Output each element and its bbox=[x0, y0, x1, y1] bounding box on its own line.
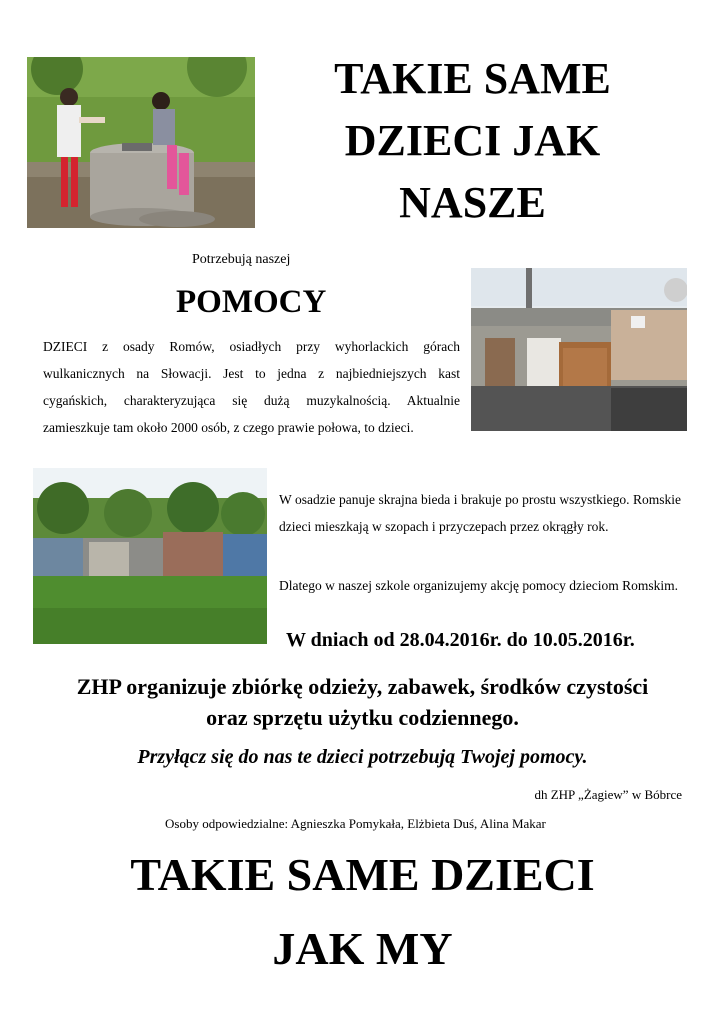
main-title-line-3: NASZE bbox=[399, 178, 546, 227]
responsible-persons: Osoby odpowiedzialne: Agnieszka Pomykała, Elżbieta Duś, Alina Makar bbox=[165, 816, 546, 831]
bottom-title-line-1: TAKIE SAME DZIECI bbox=[130, 849, 595, 900]
collection-line-1: ZHP organizuje zbiórkę odzieży, zabawek, środków czystości bbox=[76, 674, 649, 699]
join-appeal: Przyłącz się do nas te dzieci potrzebują Twojej pomocy. bbox=[137, 746, 588, 768]
dates-line: W dniach od 28.04.2016r. do 10.05.2016r. bbox=[286, 629, 635, 651]
main-title-line-1: TAKIE SAME bbox=[334, 54, 611, 103]
photo-settlement bbox=[33, 468, 267, 644]
intro-paragraph: DZIECI z osady Romów, osiadłych przy wyhorlackich górach wulkanicznych na Słowacji. Jest to jedna z najbiedniejszych kast cygańskich, charakteryzująca się dużą muzykalnością. Aktualnie zamieszkuje tam około 2000 osób, z czego prawie połowa, to dzieci. bbox=[43, 339, 460, 435]
poverty-paragraph: W osadzie panuje skrajna bieda i brakuje po prostu wszystkiego. Romskie dzieci mieszkają w szopach i przyczepach przez okrągły rok. bbox=[279, 492, 681, 534]
main-title-line-2: DZIECI JAK bbox=[344, 116, 601, 165]
action-paragraph: Dlatego w naszej szkole organizujemy akcję pomocy dzieciom Romskim. bbox=[279, 578, 679, 593]
photo-children-at-well bbox=[27, 57, 255, 228]
bottom-title-line-2: JAK MY bbox=[272, 923, 453, 974]
photo-shacks bbox=[471, 268, 687, 431]
subtitle: Potrzebują naszej bbox=[192, 252, 291, 267]
help-heading: POMOCY bbox=[176, 284, 327, 320]
collection-line-2: oraz sprzętu użytku codziennego. bbox=[206, 705, 519, 730]
signature: dh ZHP „Żagiew” w Bóbrce bbox=[534, 787, 682, 802]
main-title bbox=[300, 48, 645, 234]
collection-announcement bbox=[20, 671, 705, 733]
